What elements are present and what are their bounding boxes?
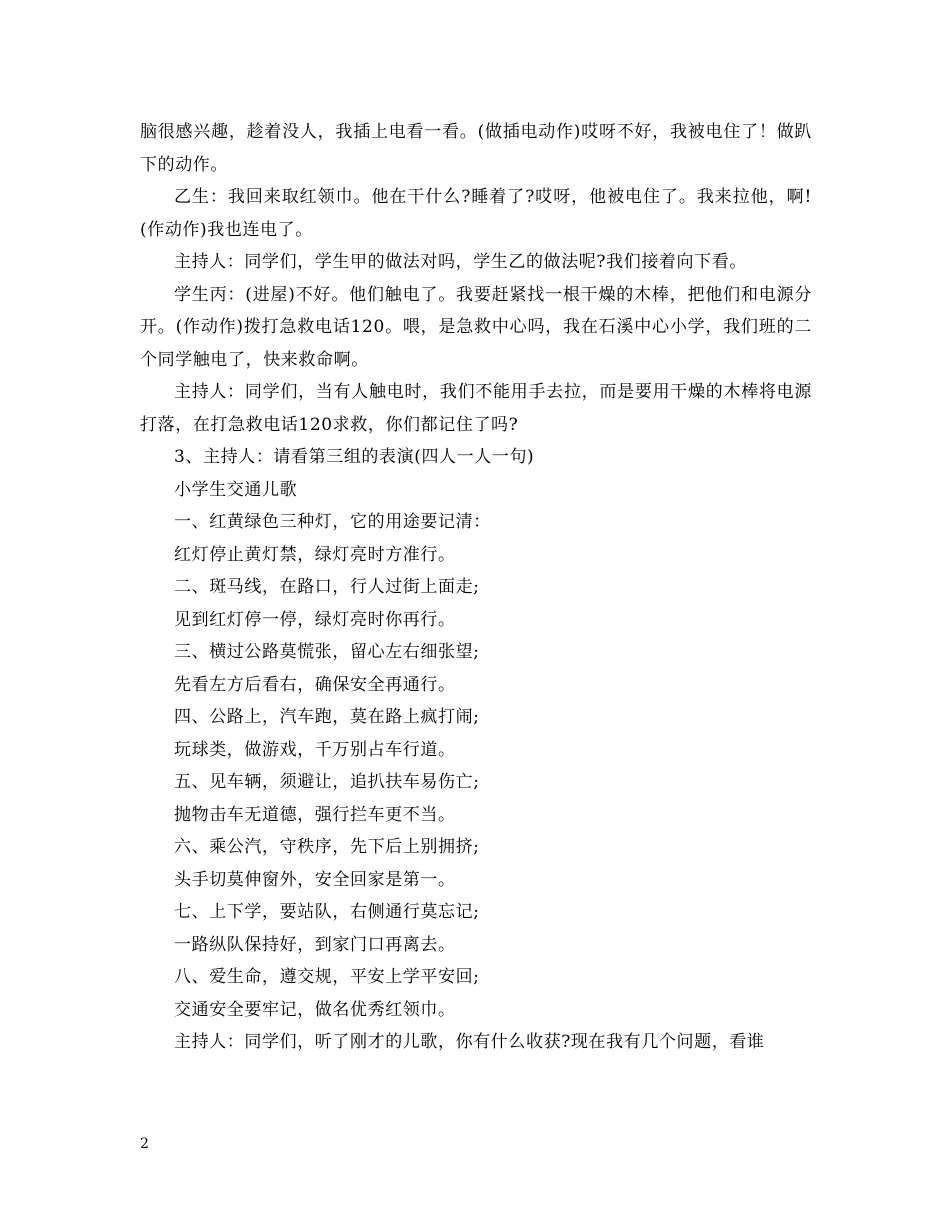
page-number: 2 (140, 1136, 149, 1152)
paragraph: 主持人：同学们，学生甲的做法对吗，学生乙的做法呢?我们接着向下看。 (174, 252, 747, 272)
paragraph: 八、爱生命，遵交规，平安上学平安回; (174, 967, 480, 987)
paragraph: 七、上下学，要站队，右侧通行莫忘记; (174, 902, 480, 922)
paragraph: 四、公路上，汽车跑，莫在路上疯打闹; (174, 707, 480, 727)
paragraph: 一路纵队保持好，到家门口再离去。 (174, 934, 456, 955)
paragraph: 小学生交通儿歌 (174, 479, 298, 500)
paragraph: 主持人：同学们，当有人触电时，我们不能用手去拉，而是要用干燥的木棒将电源打落，在打急救电话120求救，你们都记住了吗? (140, 382, 812, 435)
document-body (140, 116, 812, 1059)
paragraph: 三、横过公路莫慌张，留心左右细张望; (174, 642, 480, 662)
paragraph: 六、乘公汽，守秩序，先下后上别拥挤; (174, 837, 480, 857)
paragraph: 一、红黄绿色三种灯，它的用途要记清： (174, 512, 491, 532)
paragraph: 红灯停止黄灯禁，绿灯亮时方准行。 (174, 544, 456, 565)
paragraph: 3、主持人：请看第三组的表演(四人一人一句) (174, 447, 535, 467)
paragraph: 学生丙：(进屋)不好。他们触电了。我要赶紧找一根干燥的木棒，把他们和电源分开。(作动作)拨打急救电话120。喂，是急救中心吗，我在石溪中心小学，我们班的二个同学触电了，快来救命啊。 (140, 284, 812, 370)
paragraph: 先看左方后看右，确保安全再通行。 (174, 674, 456, 695)
paragraph: 五、见车辆，须避让，追扒扶车易伤亡; (174, 772, 480, 792)
paragraph: 二、斑马线，在路口，行人过街上面走; (174, 577, 480, 597)
paragraph: 见到红灯停一停，绿灯亮时你再行。 (174, 609, 456, 630)
paragraph: 头手切莫伸窗外，安全回家是第一。 (174, 869, 456, 890)
paragraph: 交通安全要牢记，做名优秀红领巾。 (174, 999, 456, 1020)
paragraph: 玩球类，做游戏，千万别占车行道。 (174, 739, 456, 760)
paragraph: 抛物击车无道德，强行拦车更不当。 (174, 804, 456, 825)
paragraph: 主持人：同学们，听了刚才的儿歌，你有什么收获?现在我有几个问题，看谁 (174, 1032, 765, 1052)
paragraph: 乙生：我回来取红领巾。他在干什么?睡着了?哎呀，他被电住了。我来拉他，啊!(作动作)我也连电了。 (140, 187, 812, 240)
paragraph: 脑很感兴趣，趁着没人，我插上电看一看。(做插电动作)哎呀不好，我被电住了！做趴下的动作。 (140, 122, 812, 175)
